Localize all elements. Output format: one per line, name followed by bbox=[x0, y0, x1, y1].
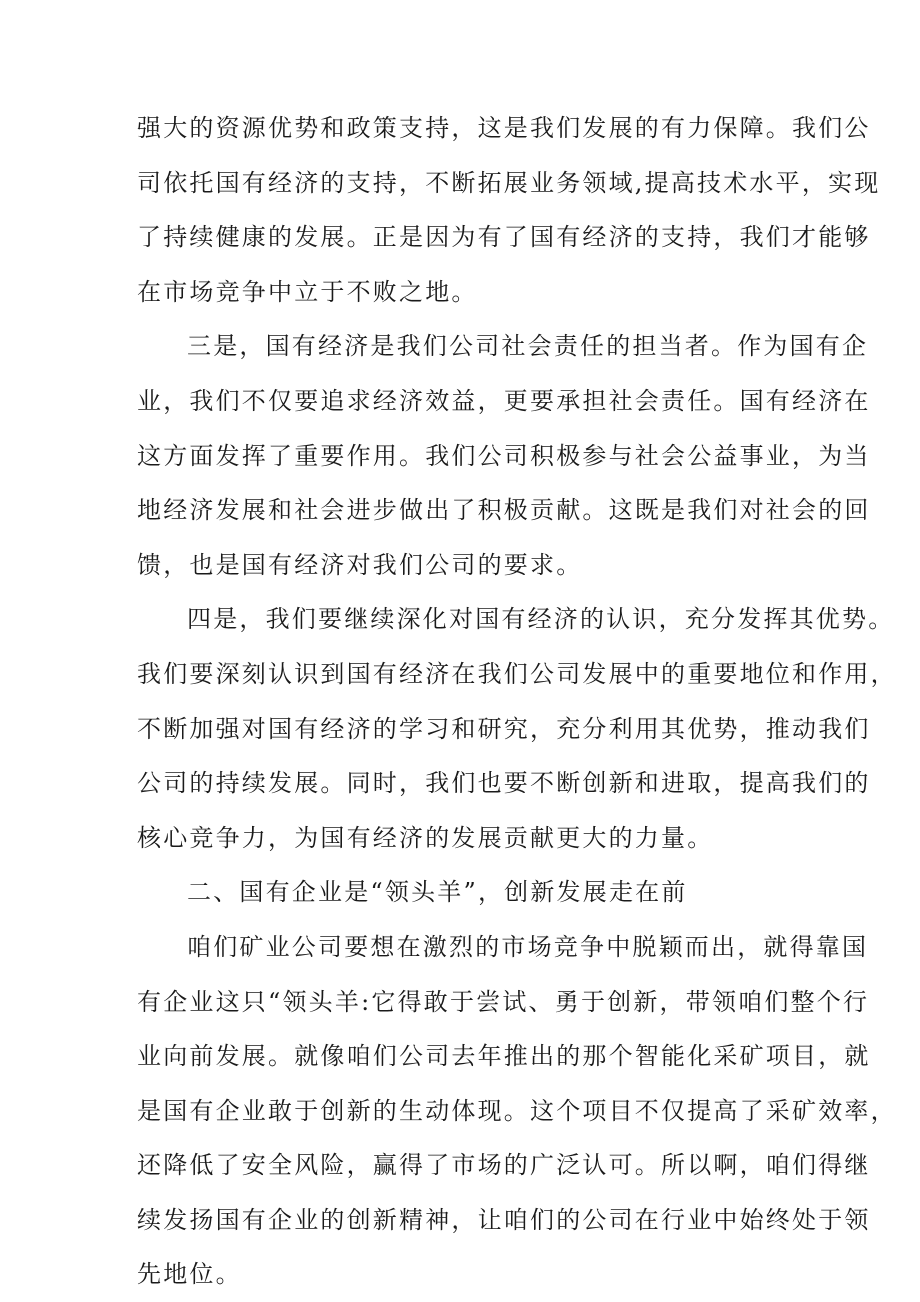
text-line: 业向前发展。就像咱们公司去年推出的那个智能化采矿项目，就 bbox=[137, 1042, 871, 1071]
text-line: 了持续健康的发展。正是因为有了国有经济的支持，我们才能够 bbox=[137, 223, 871, 252]
text-line: 先地位。 bbox=[137, 1260, 242, 1289]
text-line: 司依托国有经济的支持，不断拓展业务领域,提高技术水平，实现 bbox=[137, 168, 881, 197]
text-line: 咱们矿业公司要想在激烈的市场竞争中脱颖而出，就得靠国 bbox=[187, 932, 869, 961]
paragraph bbox=[137, 592, 897, 865]
text-line: 四是，我们要继续深化对国有经济的认识，充分发挥其优势。 bbox=[187, 605, 895, 634]
text-line: 在市场竞争中立于不败之地。 bbox=[137, 277, 478, 306]
heading-text: 二、国有企业是“领头羊”，创新发展走在前 bbox=[187, 878, 688, 907]
text-line: 不断加强对国有经济的学习和研究，充分利用其优势，推动我们 bbox=[137, 714, 871, 743]
text-line: 强大的资源优势和政策支持，这是我们发展的有力保障。我们公 bbox=[137, 114, 871, 142]
text-line: 我们要深刻认识到国有经济在我们公司发展中的重要地位和作用， bbox=[137, 659, 897, 688]
body-text bbox=[137, 101, 897, 1302]
section-heading bbox=[137, 865, 807, 920]
text-line: 这方面发挥了重要作用。我们公司积极参与社会公益事业，为当 bbox=[137, 441, 871, 470]
text-line: 还降低了安全风险，赢得了市场的广泛认可。所以啊，咱们得继 bbox=[137, 1151, 871, 1180]
text-line: 是国有企业敢于创新的生动体现。这个项目不仅提高了采矿效率， bbox=[137, 1096, 897, 1125]
paragraph bbox=[137, 319, 871, 592]
paragraph bbox=[137, 101, 881, 319]
text-line: 馈，也是国有经济对我们公司的要求。 bbox=[137, 550, 583, 579]
text-line: 地经济发展和社会进步做出了积极贡献。这既是我们对社会的回 bbox=[137, 496, 871, 525]
text-line: 公司的持续发展。同时，我们也要不断创新和进取，提高我们的 bbox=[137, 769, 871, 798]
text-line: 有企业这只“领头羊:它得敢于尝试、勇于创新，带领咱们整个行 bbox=[137, 987, 870, 1016]
text-line: 三是，国有经济是我们公司社会责任的担当者。作为国有企 bbox=[187, 332, 869, 361]
text-line: 续发扬国有企业的创新精神，让咱们的公司在行业中始终处于领 bbox=[137, 1205, 871, 1234]
paragraph bbox=[137, 920, 897, 1302]
text-line: 业，我们不仅要追求经济效益，更要承担社会责任。国有经济在 bbox=[137, 386, 871, 415]
text-line: 核心竞争力，为国有经济的发展贡献更大的力量。 bbox=[137, 823, 714, 852]
